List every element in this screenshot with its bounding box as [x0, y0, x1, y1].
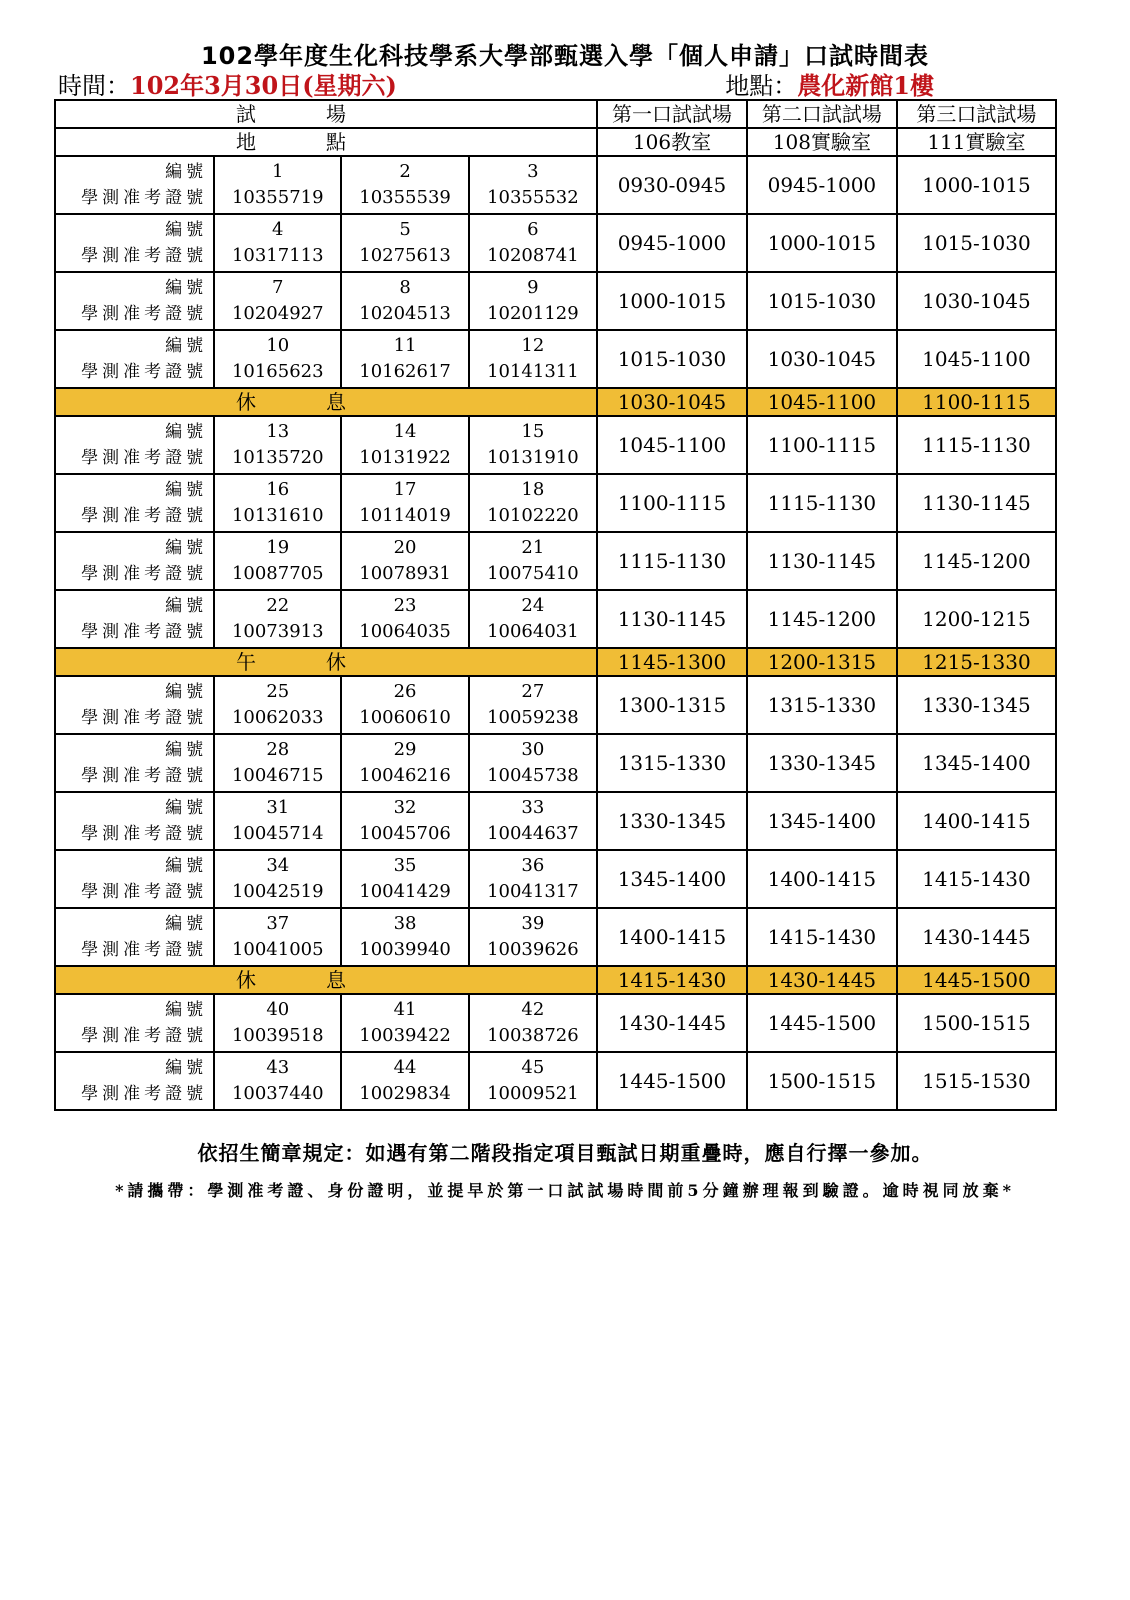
- interview-time: 1130-1145: [747, 532, 897, 590]
- interview-time: 1330-1345: [897, 676, 1056, 734]
- interview-time: 1300-1315: [597, 676, 747, 734]
- exam-id-label: 學測准考證號: [81, 304, 208, 324]
- candidate-number: 20: [393, 537, 417, 558]
- interview-time: 1430-1445: [897, 908, 1056, 966]
- candidate-exam-id: 10135720: [231, 447, 324, 468]
- candidate-exam-id: 10131610: [231, 505, 324, 526]
- interview-time: 1115-1130: [897, 416, 1056, 474]
- candidate-number: 41: [393, 999, 417, 1020]
- candidate-number: 8: [399, 277, 411, 298]
- candidate-number: 36: [521, 855, 545, 876]
- interview-time: 1445-1500: [597, 1052, 747, 1110]
- row-labels: [55, 416, 214, 474]
- candidate-exam-id: 10064035: [359, 621, 451, 642]
- exam-id-label: 學測准考證號: [81, 1084, 208, 1104]
- candidate-exam-id: 10009521: [487, 1083, 579, 1104]
- candidate-exam-id: 10029834: [359, 1083, 451, 1104]
- interview-time: 1415-1430: [897, 850, 1056, 908]
- candidate-group-row: [55, 1052, 1056, 1110]
- candidate-cell: [469, 156, 597, 214]
- candidate-number: 11: [393, 335, 417, 356]
- candidate-number: 1: [272, 161, 284, 182]
- candidate-cell: [214, 734, 341, 792]
- candidate-cell: [214, 416, 341, 474]
- candidate-cell: [341, 1052, 468, 1110]
- number-label: 編號: [165, 740, 208, 760]
- candidate-exam-id: 10039422: [359, 1025, 451, 1046]
- candidate-number: 13: [266, 421, 290, 442]
- header-row-room: [55, 100, 1056, 128]
- candidate-exam-id: 10075410: [487, 563, 579, 584]
- candidate-exam-id: 10165623: [231, 361, 324, 382]
- candidate-number: 30: [521, 739, 545, 760]
- candidate-group-row: [55, 156, 1056, 214]
- candidate-exam-id: 10355719: [231, 187, 324, 208]
- candidate-number: 32: [393, 797, 417, 818]
- interview-time: 1345-1400: [597, 850, 747, 908]
- candidate-cell: [214, 474, 341, 532]
- candidate-exam-id: 10204513: [359, 303, 451, 324]
- candidate-cell: [469, 676, 597, 734]
- interview-time: 1500-1515: [897, 994, 1056, 1052]
- exam-id-label: 學測准考證號: [81, 824, 208, 844]
- candidate-cell: [214, 994, 341, 1052]
- candidate-cell: [469, 272, 597, 330]
- exam-id-label: 學測准考證號: [81, 506, 208, 526]
- candidate-number: 40: [266, 999, 290, 1020]
- candidate-number: 43: [266, 1057, 290, 1078]
- candidate-number: 16: [266, 479, 290, 500]
- number-label: 編號: [165, 162, 208, 182]
- candidate-cell: [469, 532, 597, 590]
- candidate-group-row: [55, 416, 1056, 474]
- interview-time: 1345-1400: [897, 734, 1056, 792]
- schedule-table: [54, 99, 1057, 1111]
- room-3-location: 111實驗室: [897, 128, 1056, 156]
- candidate-group-row: [55, 994, 1056, 1052]
- exam-id-label: 學測准考證號: [81, 1026, 208, 1046]
- number-label: 編號: [165, 278, 208, 298]
- candidate-number: 29: [393, 739, 417, 760]
- candidate-number: 5: [399, 219, 411, 240]
- row-labels: [55, 1052, 214, 1110]
- candidate-exam-id: 10037440: [231, 1083, 324, 1104]
- candidate-exam-id: 10046715: [231, 765, 324, 786]
- row-labels: [55, 676, 214, 734]
- break-time: 1100-1115: [897, 388, 1056, 416]
- header-location-label: 地點: [55, 128, 597, 156]
- number-label: 編號: [165, 1000, 208, 1020]
- candidate-number: 28: [266, 739, 290, 760]
- row-labels: [55, 474, 214, 532]
- candidate-number: 24: [521, 595, 545, 616]
- number-label: 編號: [165, 422, 208, 442]
- candidate-group-row: [55, 676, 1056, 734]
- candidate-exam-id: 10041317: [487, 881, 579, 902]
- candidate-exam-id: 10038726: [487, 1025, 579, 1046]
- rule-note: 依招生簡章規定：如遇有第二階段指定項目甄試日期重疊時，應自行擇一參加。: [197, 1141, 933, 1165]
- number-label: 編號: [165, 856, 208, 876]
- candidate-exam-id: 10045738: [487, 765, 579, 786]
- number-label: 編號: [165, 220, 208, 240]
- candidate-number: 25: [266, 681, 290, 702]
- candidate-group-row: [55, 474, 1056, 532]
- interview-time: 1100-1115: [747, 416, 897, 474]
- candidate-number: 42: [521, 999, 545, 1020]
- row-labels: [55, 532, 214, 590]
- number-label: 編號: [165, 596, 208, 616]
- candidate-exam-id: 10041429: [359, 881, 451, 902]
- interview-time: 1000-1015: [747, 214, 897, 272]
- interview-time: 1000-1015: [897, 156, 1056, 214]
- interview-time: 1015-1030: [897, 214, 1056, 272]
- number-label: 編號: [165, 798, 208, 818]
- place-value: 農化新館1樓: [797, 71, 934, 100]
- interview-time: 1445-1500: [747, 994, 897, 1052]
- candidate-cell: [341, 214, 468, 272]
- header-row-location: [55, 128, 1056, 156]
- row-labels: [55, 994, 214, 1052]
- candidate-exam-id: 10355539: [359, 187, 451, 208]
- candidate-number: 14: [393, 421, 417, 442]
- candidate-number: 9: [527, 277, 539, 298]
- interview-time: 1130-1145: [897, 474, 1056, 532]
- candidate-exam-id: 10208741: [487, 245, 579, 266]
- candidate-exam-id: 10041005: [231, 939, 324, 960]
- candidate-cell: [214, 156, 341, 214]
- candidate-cell: [341, 676, 468, 734]
- interview-time: 1315-1330: [747, 676, 897, 734]
- exam-id-label: 學測准考證號: [81, 362, 208, 382]
- row-labels: [55, 272, 214, 330]
- row-labels: [55, 590, 214, 648]
- candidate-exam-id: 10039940: [359, 939, 451, 960]
- candidate-number: 26: [393, 681, 417, 702]
- candidate-group-row: [55, 792, 1056, 850]
- candidate-group-row: [55, 532, 1056, 590]
- interview-time: 1015-1030: [747, 272, 897, 330]
- interview-time: 0945-1000: [597, 214, 747, 272]
- interview-time: 1145-1200: [897, 532, 1056, 590]
- candidate-cell: [341, 272, 468, 330]
- row-labels: [55, 792, 214, 850]
- number-label: 編號: [165, 480, 208, 500]
- candidate-exam-id: 10046216: [359, 765, 451, 786]
- exam-place-line: [725, 66, 934, 101]
- candidate-number: 45: [521, 1057, 545, 1078]
- break-label: 午休: [55, 648, 597, 676]
- candidate-cell: [341, 156, 468, 214]
- schedule-body: [55, 100, 1056, 1110]
- break-label: 休息: [55, 388, 597, 416]
- interview-time: 0945-1000: [747, 156, 897, 214]
- candidate-cell: [341, 734, 468, 792]
- candidate-group-row: [55, 330, 1056, 388]
- candidate-exam-id: 10059238: [487, 707, 579, 728]
- number-label: 編號: [165, 336, 208, 356]
- candidate-cell: [341, 532, 468, 590]
- candidate-cell: [214, 590, 341, 648]
- candidate-exam-id: 10045706: [359, 823, 451, 844]
- candidate-number: 10: [266, 335, 290, 356]
- candidate-exam-id: 10062033: [231, 707, 324, 728]
- interview-time: 1030-1045: [747, 330, 897, 388]
- candidate-cell: [341, 330, 468, 388]
- interview-time: 1045-1100: [597, 416, 747, 474]
- candidate-group-row: [55, 272, 1056, 330]
- candidate-number: 15: [521, 421, 545, 442]
- exam-id-label: 學測准考證號: [81, 622, 208, 642]
- candidate-exam-id: 10355532: [487, 187, 579, 208]
- exam-id-label: 學測准考證號: [81, 882, 208, 902]
- candidate-number: 34: [266, 855, 290, 876]
- candidate-group-row: [55, 214, 1056, 272]
- candidate-exam-id: 10114019: [359, 505, 451, 526]
- candidate-exam-id: 10141311: [487, 361, 579, 382]
- room-2-location: 108實驗室: [747, 128, 897, 156]
- interview-time: 1200-1215: [897, 590, 1056, 648]
- candidate-exam-id: 10073913: [231, 621, 324, 642]
- bring-documents-note: *請攜帶：學測准考證、身份證明，並提早於第一口試試場時間前5分鐘辦理報到驗證。逾時視同放棄*: [115, 1181, 1015, 1200]
- candidate-number: 12: [521, 335, 545, 356]
- candidate-cell: [469, 416, 597, 474]
- candidate-exam-id: 10060610: [359, 707, 451, 728]
- room-1-name: 第一口試試場: [597, 100, 747, 128]
- room-1-location: 106教室: [597, 128, 747, 156]
- room-2-name: 第二口試試場: [747, 100, 897, 128]
- interview-time: 1330-1345: [747, 734, 897, 792]
- candidate-number: 38: [393, 913, 417, 934]
- candidate-number: 35: [393, 855, 417, 876]
- candidate-exam-id: 10204927: [231, 303, 324, 324]
- candidate-cell: [469, 474, 597, 532]
- candidate-cell: [214, 214, 341, 272]
- candidate-number: 18: [521, 479, 545, 500]
- interview-time: 1115-1130: [747, 474, 897, 532]
- candidate-exam-id: 10275613: [359, 245, 451, 266]
- candidate-number: 22: [266, 595, 290, 616]
- header-room-label: 試場: [55, 100, 597, 128]
- break-time: 1215-1330: [897, 648, 1056, 676]
- exam-id-label: 學測准考證號: [81, 188, 208, 208]
- candidate-cell: [341, 908, 468, 966]
- candidate-number: 21: [521, 537, 545, 558]
- interview-time: 1130-1145: [597, 590, 747, 648]
- number-label: 編號: [165, 914, 208, 934]
- candidate-exam-id: 10131910: [487, 447, 579, 468]
- time-label: 時間：: [58, 72, 130, 100]
- interview-time: 1115-1130: [597, 532, 747, 590]
- number-label: 編號: [165, 1058, 208, 1078]
- exam-id-label: 學測准考證號: [81, 564, 208, 584]
- room-3-name: 第三口試試場: [897, 100, 1056, 128]
- break-row: [55, 966, 1056, 994]
- candidate-exam-id: 10042519: [231, 881, 324, 902]
- exam-id-label: 學測准考證號: [81, 940, 208, 960]
- candidate-number: 2: [399, 161, 411, 182]
- break-row: [55, 388, 1056, 416]
- interview-time: 1030-1045: [897, 272, 1056, 330]
- candidate-exam-id: 10201129: [487, 303, 579, 324]
- candidate-cell: [469, 214, 597, 272]
- candidate-cell: [469, 734, 597, 792]
- break-time: 1045-1100: [747, 388, 897, 416]
- break-time: 1445-1500: [897, 966, 1056, 994]
- exam-id-label: 學測准考證號: [81, 246, 208, 266]
- candidate-cell: [341, 994, 468, 1052]
- candidate-number: 39: [521, 913, 545, 934]
- candidate-cell: [214, 850, 341, 908]
- candidate-number: 31: [266, 797, 290, 818]
- number-label: 編號: [165, 682, 208, 702]
- candidate-number: 19: [266, 537, 290, 558]
- candidate-cell: [214, 532, 341, 590]
- page-title: 102學年度生化科技學系大學部甄選入學「個人申請」口試時間表: [200, 42, 930, 70]
- candidate-group-row: [55, 850, 1056, 908]
- candidate-cell: [214, 908, 341, 966]
- candidate-cell: [341, 792, 468, 850]
- interview-time: 1500-1515: [747, 1052, 897, 1110]
- interview-time: 1015-1030: [597, 330, 747, 388]
- interview-time: 1400-1415: [747, 850, 897, 908]
- candidate-group-row: [55, 908, 1056, 966]
- candidate-cell: [214, 1052, 341, 1110]
- candidate-cell: [341, 474, 468, 532]
- row-labels: [55, 156, 214, 214]
- interview-time: 1515-1530: [897, 1052, 1056, 1110]
- candidate-number: 4: [272, 219, 284, 240]
- break-time: 1415-1430: [597, 966, 747, 994]
- candidate-cell: [469, 792, 597, 850]
- exam-id-label: 學測准考證號: [81, 766, 208, 786]
- candidate-number: 7: [272, 277, 284, 298]
- interview-time: 1100-1115: [597, 474, 747, 532]
- candidate-number: 37: [266, 913, 290, 934]
- interview-time: 1345-1400: [747, 792, 897, 850]
- candidate-exam-id: 10064031: [487, 621, 579, 642]
- row-labels: [55, 734, 214, 792]
- candidate-exam-id: 10131922: [359, 447, 451, 468]
- candidate-cell: [341, 416, 468, 474]
- row-labels: [55, 214, 214, 272]
- candidate-cell: [469, 590, 597, 648]
- candidate-cell: [469, 1052, 597, 1110]
- candidate-cell: [214, 272, 341, 330]
- interview-time: 1400-1415: [597, 908, 747, 966]
- interview-time: 1430-1445: [597, 994, 747, 1052]
- interview-time: 1045-1100: [897, 330, 1056, 388]
- candidate-cell: [341, 850, 468, 908]
- interview-time: 1415-1430: [747, 908, 897, 966]
- row-labels: [55, 850, 214, 908]
- break-time: 1030-1045: [597, 388, 747, 416]
- candidate-number: 3: [527, 161, 539, 182]
- candidate-group-row: [55, 734, 1056, 792]
- interview-time: 1000-1015: [597, 272, 747, 330]
- candidate-number: 33: [521, 797, 545, 818]
- candidate-cell: [469, 850, 597, 908]
- break-label: 休息: [55, 966, 597, 994]
- place-label: 地點：: [725, 72, 798, 100]
- row-labels: [55, 330, 214, 388]
- interview-time: 1400-1415: [897, 792, 1056, 850]
- candidate-cell: [214, 792, 341, 850]
- break-time: 1145-1300: [597, 648, 747, 676]
- time-value: 102年3月30日(星期六): [130, 71, 397, 100]
- candidate-cell: [214, 330, 341, 388]
- candidate-exam-id: 10102220: [487, 505, 579, 526]
- candidate-exam-id: 10039518: [231, 1025, 324, 1046]
- candidate-number: 17: [393, 479, 417, 500]
- interview-time: 1145-1200: [747, 590, 897, 648]
- interview-time: 1315-1330: [597, 734, 747, 792]
- exam-id-label: 學測准考證號: [81, 708, 208, 728]
- interview-time: 1330-1345: [597, 792, 747, 850]
- candidate-number: 44: [393, 1057, 417, 1078]
- candidate-exam-id: 10078931: [359, 563, 451, 584]
- break-time: 1200-1315: [747, 648, 897, 676]
- candidate-exam-id: 10162617: [359, 361, 451, 382]
- candidate-number: 23: [393, 595, 417, 616]
- exam-date-line: [58, 66, 397, 101]
- candidate-cell: [469, 330, 597, 388]
- number-label: 編號: [165, 538, 208, 558]
- exam-id-label: 學測准考證號: [81, 448, 208, 468]
- candidate-number: 6: [527, 219, 539, 240]
- candidate-cell: [469, 994, 597, 1052]
- row-labels: [55, 908, 214, 966]
- candidate-group-row: [55, 590, 1056, 648]
- candidate-exam-id: 10045714: [231, 823, 324, 844]
- interview-time: 0930-0945: [597, 156, 747, 214]
- candidate-cell: [214, 676, 341, 734]
- candidate-exam-id: 10317113: [231, 245, 324, 266]
- break-time: 1430-1445: [747, 966, 897, 994]
- candidate-cell: [469, 908, 597, 966]
- candidate-number: 27: [521, 681, 545, 702]
- candidate-exam-id: 10087705: [231, 563, 324, 584]
- break-row: [55, 648, 1056, 676]
- candidate-cell: [341, 590, 468, 648]
- candidate-exam-id: 10039626: [487, 939, 579, 960]
- candidate-exam-id: 10044637: [487, 823, 579, 844]
